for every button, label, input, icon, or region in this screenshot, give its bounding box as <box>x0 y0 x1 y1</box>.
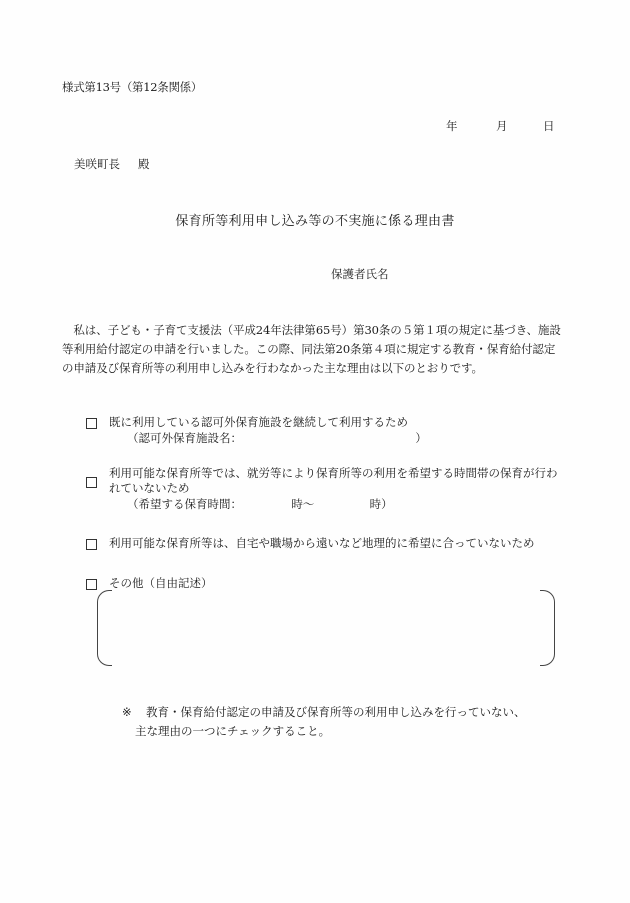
facility-name-label: （認可外保育施設名： <box>127 431 242 445</box>
desired-time-label: （希望する保育時間： <box>127 497 242 511</box>
date-day-label: 日 <box>543 119 555 133</box>
facility-name-row <box>127 430 427 446</box>
document-title: 保育所等利用申し込み等の不実施に係る理由書 <box>175 214 455 229</box>
time-to-suffix: 時） <box>369 497 393 511</box>
facility-name-input[interactable] <box>246 431 412 445</box>
option-unlicensed-facility <box>86 415 408 429</box>
addressee-honorific: 殿 <box>138 157 150 171</box>
free-text-area <box>97 590 555 664</box>
option-geographic <box>86 536 535 550</box>
note-line-1: 教育・保育給付認定の申請及び保育所等の利用申し込みを行っていない、 <box>146 705 526 719</box>
statement-line-1: 私は、子ども・子育て支援法（平成24年法律第65号）第30条の５第１項の規定に基づき、施設 <box>62 323 561 337</box>
statement-paragraph <box>62 321 567 378</box>
date-year-label: 年 <box>446 119 458 133</box>
desired-time-row <box>127 496 393 512</box>
time-from-input[interactable] <box>246 497 288 511</box>
date-month-label: 月 <box>496 119 508 133</box>
form-number: 様式第13号（第12条関係） <box>62 80 203 94</box>
checkbox-unlicensed-facility[interactable] <box>86 418 97 429</box>
note-mark: ※ <box>122 705 132 719</box>
instruction-note <box>122 703 526 741</box>
option-label: その他（自由記述） <box>109 576 213 590</box>
option-label: 利用可能な保育所等は、自宅や職場から遠いなど地理的に希望に合っていないため <box>109 536 535 550</box>
facility-name-close: ） <box>415 431 427 445</box>
option-label: 既に利用している認可外保育施設を継続して利用するため <box>109 415 408 429</box>
checkbox-geographic[interactable] <box>86 539 97 550</box>
free-text-input[interactable] <box>113 594 541 662</box>
option-label-line-2: れていないため <box>109 481 190 495</box>
time-from-suffix: 時～ <box>291 497 315 511</box>
guardian-name-label: 保護者氏名 <box>331 267 389 281</box>
statement-line-3: の申請及び保育所等の利用申し込みを行わなかった主な理由は以下のとおりです。 <box>62 361 483 375</box>
option-label-line-1: 利用可能な保育所等では、就労等により保育所等の利用を希望する時間帯の保育が行わ <box>109 466 558 480</box>
addressee-name: 美咲町長 <box>74 157 120 171</box>
time-to-input[interactable] <box>318 497 366 511</box>
statement-line-2: 等利用給付認定の申請を行いました。この際、同法第20条第４項に規定する教育・保育給付認定 <box>62 342 556 356</box>
note-line-2: 主な理由の一つにチェックすること。 <box>135 724 331 738</box>
checkbox-other[interactable] <box>86 579 97 590</box>
left-bracket <box>97 590 112 666</box>
right-bracket <box>540 590 555 666</box>
checkbox-time-unavailable[interactable] <box>86 477 97 488</box>
addressee <box>74 156 150 172</box>
option-other <box>86 576 213 590</box>
option-time-unavailable <box>86 474 97 488</box>
